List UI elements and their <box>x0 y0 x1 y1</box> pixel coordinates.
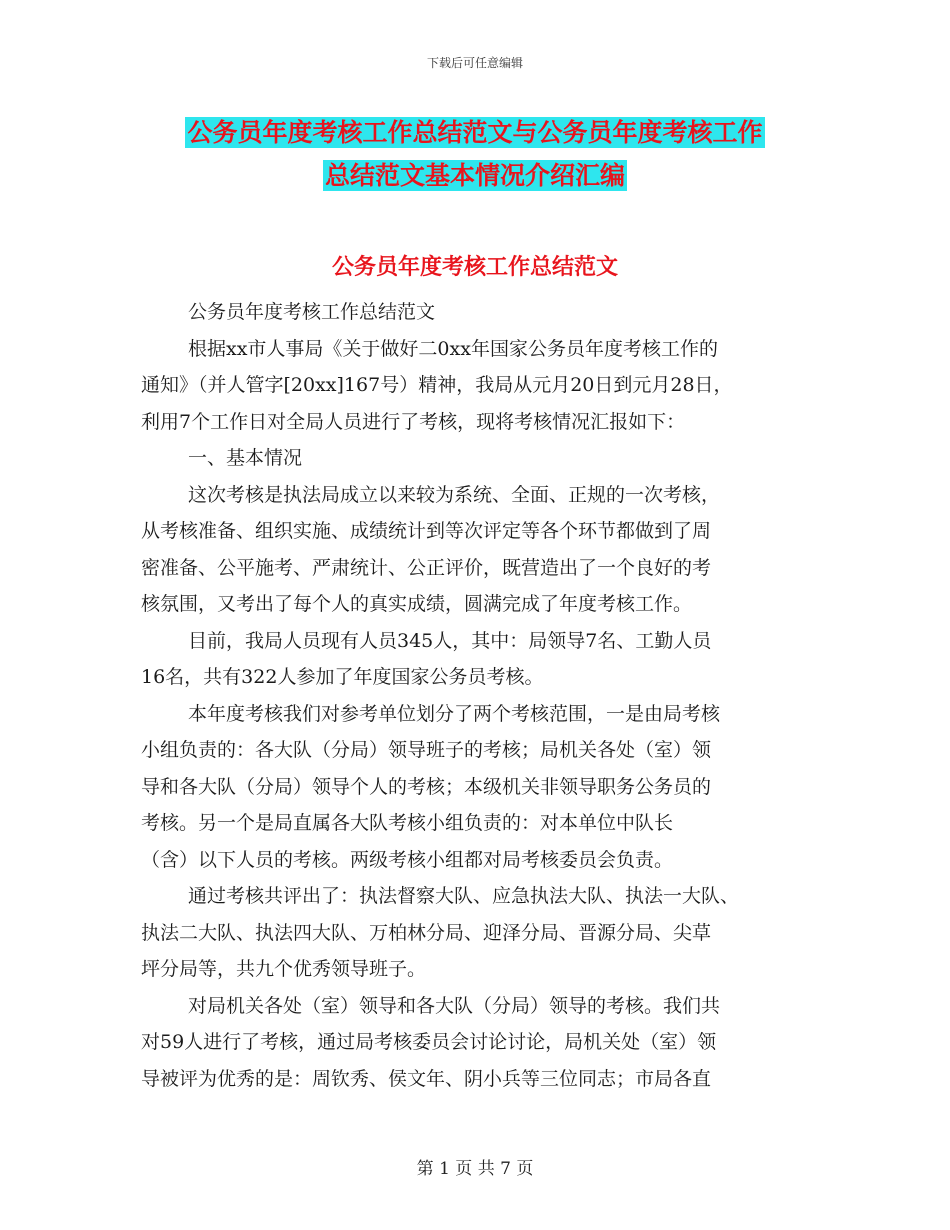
document-title-line-2 <box>0 156 950 192</box>
body-line: 核氛围，又考出了每个人的真实成绩，圆满完成了年度考核工作。 <box>141 593 693 615</box>
body-line: 从考核准备、组织实施、成绩统计到等次评定等各个环节都做到了周 <box>141 520 712 542</box>
body-line: 根据xx市人事局《关于做好二0xx年国家公务员年度考核工作的 <box>188 337 718 360</box>
body-line: 公务员年度考核工作总结范文 <box>188 301 436 323</box>
page-footer: 第 1 页 共 7 页 <box>416 1159 534 1179</box>
body-line: 16名，共有322人参加了年度国家公务员考核。 <box>141 666 544 688</box>
title-highlight-1: 公务员年度考核工作总结范文与公务员年度考核工作 <box>187 118 763 147</box>
body-line: 导被评为优秀的是：周钦秀、侯文年、阴小兵等三位同志；市局各直 <box>141 1067 712 1090</box>
body-line: 一、基本情况 <box>188 447 303 469</box>
body-line: （含）以下人员的考核。两级考核小组都对局考核委员会负责。 <box>141 848 674 871</box>
body-line: 考核。另一个是局直属各大队考核小组负责的：对本单位中队长 <box>141 812 674 834</box>
title-highlight-2: 总结范文基本情况介绍汇编 <box>324 161 625 190</box>
section-title: 公务员年度考核工作总结范文 <box>331 255 618 280</box>
body-line: 通知》（并人管字[20xx]167号）精神，我局从元月20日到元月28日， <box>141 374 733 396</box>
body-line: 本年度考核我们对参考单位划分了两个考核范围，一是由局考核 <box>188 702 721 725</box>
document-title-line-1 <box>0 113 950 149</box>
header-note: 下载后可任意编辑 <box>426 56 523 70</box>
body-line: 这次考核是执法局成立以来较为系统、全面、正规的一次考核， <box>188 483 721 506</box>
body-line: 利用7个工作日对全局人员进行了考核，现将考核情况汇报如下： <box>141 410 686 433</box>
body-line: 对局机关各处（室）领导和各大队（分局）领导的考核。我们共 <box>188 994 721 1017</box>
body-line: 执法二大队、执法四大队、万柏林分局、迎泽分局、晋源分局、尖草 <box>141 921 712 944</box>
body-line: 通过考核共评出了：执法督察大队、应急执法大队、执法一大队、 <box>188 885 740 907</box>
body-line: 对59人进行了考核，通过局考核委员会讨论讨论，局机关处（室）领 <box>141 1031 717 1053</box>
body-line: 目前，我局人员现有人员345人，其中：局领导7名、工勤人员 <box>188 629 712 652</box>
body-line: 密准备、公平施考、严肃统计、公正评价，既营造出了一个良好的考 <box>141 556 712 579</box>
body-line: 小组负责的：各大队（分局）领导班子的考核；局机关各处（室）领 <box>141 739 712 761</box>
body-line: 导和各大队（分局）领导个人的考核；本级机关非领导职务公务员的 <box>141 775 712 798</box>
document-body <box>141 294 811 1097</box>
body-line: 坪分局等，共九个优秀领导班子。 <box>141 958 427 980</box>
